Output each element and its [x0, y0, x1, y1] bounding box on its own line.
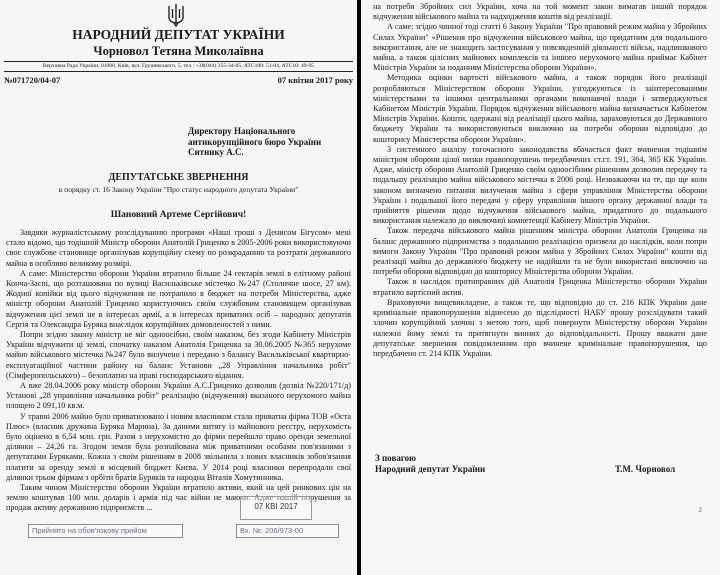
letterhead-rule-bottom	[4, 71, 353, 72]
inbox-number-stamp: Вх. №: 206/973-00	[236, 524, 339, 538]
closing-position: Народний депутат України	[375, 464, 486, 474]
appeal-title: ДЕПУТАТСЬКЕ ЗВЕРНЕННЯ	[108, 172, 249, 183]
addressee-line-1: Директору Національного	[188, 126, 296, 136]
letterhead-title: НАРОДНИЙ ДЕПУТАТ УКРАЇНИ	[72, 27, 285, 42]
letter-date: 07 квітня 2017 року	[277, 75, 353, 85]
addressee-line-2: антикорупційного бюро України	[188, 136, 322, 147]
salutation: Шановний Артеме Сергійович!	[110, 210, 247, 220]
paragraph: Враховуючи вищевикладене, а також те, що відповідно до ст. 216 КПК України дане кримінальне правопорушення віднесено до підслідності НАБУ прошу розслідувати такий злочин корупційний злочин з метою того, щоб повернути Міністерству оборони України належні йому землі та притягнути винних до відповідальності. Прошу вважати дане депутатське звернення повідомленням про вчинене кримінальне правопорушення, що передбачено ст. 214 КПК України.	[373, 297, 707, 358]
paragraph: Попри згідно закону міністр не міг одноосібно, своїм наказом, без згоди Кабінету Міністрів України відчужити ці землі, спочатку наказом Анатолія Гриценка за 30.06.2005 №365 нерухоме майно військового містечка №247 було вилучено і передано з балансу Васильківської квартирно-експлуатаційної частини району на баланс Установи „28 Управління начальника робіт" (Сімферопольського) – безоплатно на праві господарського відання.	[6, 330, 351, 380]
letter-body-right	[373, 2, 707, 359]
paragraph: У травні 2006 майно було приватизовано і новим власником стала приватна фірма ТОВ «Оста Плюс» (власник дружина Буряка Марина). За даними витягу із майнового реєстру, нерухомість було оцінено в 6,54 млн. грн. Разом з нерухомістю до фірми перейшло право оренди земельної ділянки – 24,26 га. Згодом земля була розпайована між приватними особами пов'язаними з депутатами Буряками. Кожна з своїм рішенням в 2008 звільнила з нових власників зобов'язання платити за оренду землі в місцевий бюджет Києва. У 2014 році власники перепродали свої ділянки трьом фірмам з орбіти братів Буряків та народна Віталія Хомутинника.	[6, 411, 351, 482]
trident-emblem-icon	[166, 3, 186, 27]
paragraph: А саме: згідно чинної тоді статті 6 Закону України "Про правовий режим майна у Збройних Силах України" «Рішення про відчуження військового майна, що придатним для подальшого використання, але не знаходить застосування у повсякденній діяльності військ, надлишкового майна, а також цілісних майнових комплексів та іншого нерухомого майна приймає Кабінет Міністрів України за поданням Міністерства оборони України».	[373, 22, 707, 73]
paragraph: А саме: Міністерство оборони України втратило більше 24 гектарів землі в елітному районі Конча-Заспі, що розташована по вулиці Васильківське містечко №247 (Столичне шосе, 27 км). Жодної копійки від цього відчуження не потрапило в бюджет на потреби Міністерства, адже міністр оборони Анатолій Гриценко користуючись своїм службовим становищем організував відчуження цієї землі не в інтересах армії, а в інтересах приватних осіб – народних депутатів Сергія та Олександра Буряка внаслідок корупційних домовленостей з ними.	[6, 268, 351, 329]
reference-number: №071720/04-07	[4, 75, 61, 85]
registry-stamp	[240, 496, 312, 520]
paragraph: А вже 28.04.2006 року міністр оборони України А.С.Гриценко дозволив (дозвіл №220/171/д) Установі „28 управління начальника робіт" реалізацію (відчуження) вказаного нерухомого майна площею 2 091,10 кв.м.	[6, 381, 351, 411]
paragraph: Таким чином Міністерство оборони України втратило активи, який на цей ринкових цін на землю коштував 100 млн. доларів і армія під час війни не маючи. Адже нашій порушення за продаж активу державною підприємств ...	[6, 483, 351, 513]
letterhead-rule-top	[4, 61, 353, 62]
paragraph: Методика оцінки вартості військового майна, а також порядок його реалізації розробляються Міністерством оборони України, узгоджуються із заінтересованими міністерствами та іншими центральними органами виконавчої влади і затверджуються Кабінетом Міністрів України. Порядок відчуження військового майна визначається Кабінетом Міністрів України. Кошти, одержані від реалізації цього майна, зараховуються до Державного бюджету України та використовуються виключно на потреби оборони відповідно до кошторису Міністерства оборони України».	[373, 73, 707, 144]
page-number: 2	[698, 506, 702, 514]
appeal-subtitle: в порядку ст. 16 Закону України "Про статус народного депутата України"	[58, 185, 299, 194]
letterhead-address: Верховна Рада України, 01008, Київ, вул. Грушевського, 5, тел.: +38(044) 255-34-05, АТС100: 51-04, АТС10: 49-95	[42, 63, 315, 69]
signatory-name: Т.М. Чорновол	[615, 464, 676, 474]
closing-respect: З повагою	[375, 453, 417, 463]
letter-page-two	[361, 0, 720, 575]
paragraph: З системного аналізу тогочасного законодавства вбачається факт вчинення тодішнім міністром оборони цілої низки правопорушень передбачених ст.ст. 191, 364, 365 КК України. Адже, міністр оборони Анатолій Гриценко своїм одноосібним рішенням дозволив передачу та подальшу реалізацію майна військового містечка в 2006 році. Незважаючи на те, що ще коли законом визначено питання вилучення майна з сфери управління Міністерства оборони України і подальшої його передачі у сферу управління іншого органу державної влади та прийняття рішення щодо відчуження військового майна, придатного до подальшого використання належало до виключної компетенції Кабінету Міністрів України.	[373, 144, 707, 226]
registry-stamp-date: 07 КВІ 2017	[254, 502, 298, 511]
letterhead-name: Чорновол Тетяна Миколаївна	[93, 44, 264, 58]
letter-page-one	[0, 0, 357, 575]
addressee-block	[188, 126, 321, 158]
closing-block	[375, 453, 485, 475]
paragraph: Також в наслідок протиправних дій Анатолія Гриценка Міністерство оборони України втратило вартісний актив.	[373, 277, 707, 297]
addressee-line-3: Ситнику А.С.	[188, 147, 244, 157]
paragraph: Завдяки журналістському розслідуванню програми «Наші гроші з Денисом Бігусом» мені стало відомо, що тодішній Міністр оборони Анатолій Гриценко в 2005-2006 роки використовуючи своє службове становище організував корупційну схему по розкраданню та розтрати державного майна в особливо великому розмірі.	[6, 228, 351, 268]
approval-stamp: Прийнято на обов'язкову прийом	[28, 524, 183, 538]
letter-body-left	[6, 228, 351, 514]
paragraph: Також передача військового майна рішенням міністра оборони Анатолія Гриценка на баланс державного підприємства з подальшою реалізацією призвела до наслідків, коли попри вимоги Закону України "Про правовий режим майна у Збройних Силах України" кошти від реалізації майна до державного бюджету не надійшли та не були використані виключно на потреби оборони відповідно до кошторису Міністерства оборони України.	[373, 226, 707, 277]
paragraph: на потреби Збройних сил України, хоча на той момент закон вимагав інший порядок відчуження військового майна та надходження коштів від реалізації.	[373, 2, 707, 22]
